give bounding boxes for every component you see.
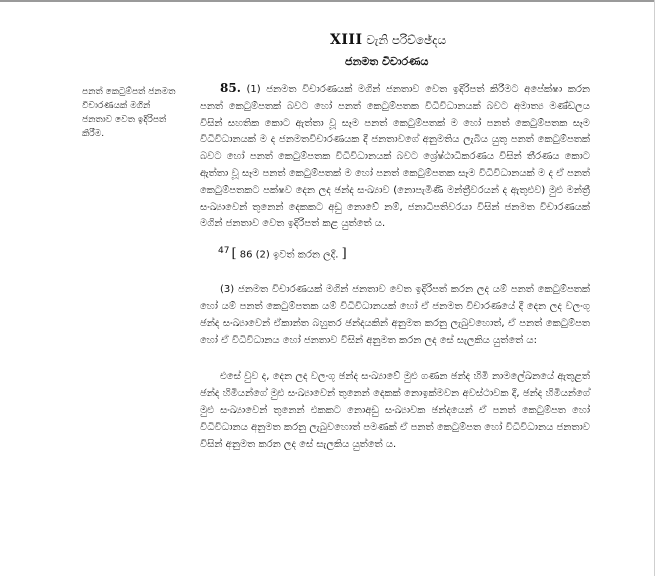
amendment-footnote xyxy=(200,243,590,264)
chapter-number: XIII xyxy=(330,32,363,48)
section-body xyxy=(200,80,590,453)
footnote-number: 47 xyxy=(218,246,230,257)
chapter-title: ජනමත විචාරණය xyxy=(345,55,429,68)
section-85-proviso: එසේ වුව ද, දෙන ලද වලංගු ඡන්ද සංඛ්‍යාවේ මුළු ගණන ඡන්ද හිමි නාමලේඛනයේ ඇතුළත් ඡන්ද හිමියන්ගේ මුළු සංඛ්‍යාවෙන් තුනෙන් දෙකක් නොඉක්මවන අවස්ථාවක දී, ඡන්ද හිමියන්ගේ මුළු සංඛ්‍යාවෙන් තුනෙන් එකකට නොඅඩු සංඛ්‍යාවක ඡන්දයෙන් ඒ පනත් කෙටුම්පත හෝ විධිවිධානය අනුමත කරනු ලැබුවහොත් පමණක් ඒ පනත් කෙටුම්පත හෝ විධිවිධානය ජනතාව විසින් අනුමත කරන ලද සේ සැලකිය යුත්තේ ය. xyxy=(200,371,590,450)
margin-note: පනත් කෙටුම්පත් ජනමත විචාරණයක් මගින් ජනතාව වෙත ඉදිරිපත් කිරීම. xyxy=(82,87,176,139)
footnote-close-bracket: ] xyxy=(341,246,347,262)
chapter-suffix: වැනි පරිච්ඡේදය xyxy=(366,33,447,47)
section-number: 85. xyxy=(220,81,241,95)
footnote-open-bracket: [ xyxy=(231,246,237,262)
page-top-border xyxy=(0,0,655,2)
chapter-heading xyxy=(330,32,446,48)
section-85-subsection-1 xyxy=(200,80,590,233)
subsection-1-text: ජනමත විචාරණයක් මගින් ජනතාව වෙත ඉදිරිපත් කිරීමට අපේක්ෂා කරන පනත් කෙටුම්පතක් බවට හෝ පනත් කෙටුම්පතක විධිවිධානයක් බවට අමාත්‍ය මණ්ඩලය විසින් සහතික කොට ඇත්තා වූ සෑම පනත් කෙටුම්පතක් ම හෝ පනත් කෙටුම්පතක සෑම විධිවිධානයක් ම ද ජනමතවිචාරණයක දී ජනතාවගේ අනුමතිය ලැබිය යුතු පනත් කෙටුම්පතක් බවට හෝ පනත් කෙටුම්පතක විධිවිධානයක් බවට ශ්‍රේෂ්ඨාධිකරණය විසින් තීරණය කොට ඇත්තා වූ සෑම පනත් කෙටුම්පතක් ම හෝ පනත් කෙටුම්පතක සෑම විධිවිධානයක් ම ද ඒ පනත් කෙටුම්පතකට පක්ෂව දෙන ලද ඡන්ද සංඛ්‍යාව (නොපැමිණි මන්ත්‍රීවරයන් ද ඇතුළුව) මුළු මන්ත්‍රී සංඛ්‍යාවෙන් තුනෙන් දෙකකට අඩු නොවේ නම්, ජනාධිපතිවරයා විසින් ජනමත විචාරණයක් මගින් ජනතාව වෙත ඉදිරිපත් කළ යුත්තේ ය. xyxy=(200,84,590,230)
footnote-text: 86 (2) ඉවත් කරන ලදී. xyxy=(239,249,339,261)
section-85-subsection-3: (3) ජනමත විචාරණයක් මගින් ජනතාව වෙත ඉදිරිපත් කරන ලද යම් පනත් කෙටුම්පතක් හෝ යම් පනත් කෙටුම්පතක යම් විධිවිධානයක් හෝ ඒ ජනමත විචාරණයේ දී දෙන ලද වලංගු ඡන්ද සංඛ්‍යාවෙන් ඒකාන්ත බහුතර ඡන්දයකින් අනුමත කරනු ලැබුවහොත්, ඒ පනත් කෙටුම්පත හෝ ඒ විධිවිධානය හෝ ජනතාව විසින් අනුමත කරන ලද සේ සැලකිය යුත්තේ ය: xyxy=(200,284,590,346)
subsection-1-label: (1) xyxy=(246,84,261,95)
